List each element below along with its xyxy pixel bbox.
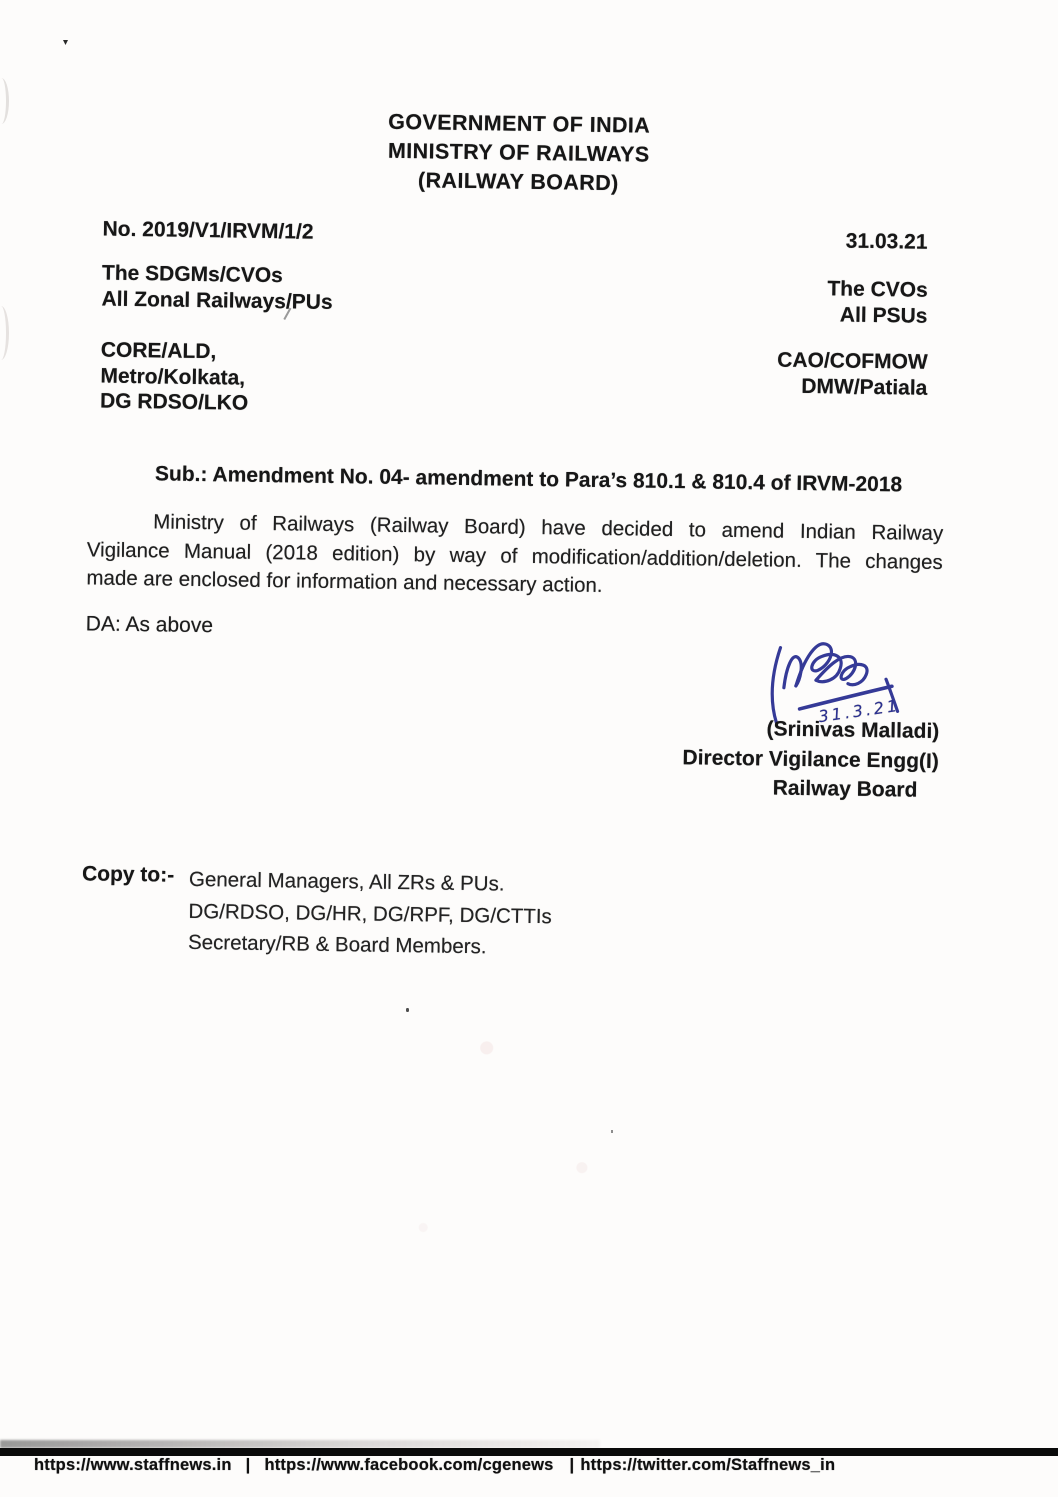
footer-link-staffnews: https://www.staffnews.in — [34, 1456, 232, 1474]
subject-line: Sub.: Amendment No. 04- amendment to Para’s 810.1 & 810.4 of IRVM-2018 — [154, 462, 903, 497]
org-country-line: GOVERNMENT OF INDIA — [388, 109, 651, 138]
footer-divider-bar — [0, 1448, 1058, 1456]
scan-smudge — [0, 1440, 600, 1448]
addressee-right-block2 — [777, 348, 928, 401]
body-line: Vigilance Manual (2018 edition) by way of modification/addition/deletion. The changes — [86, 537, 943, 574]
copy-to-line: General Managers, All ZRs & PUs. — [188, 867, 505, 896]
signatory-organization: Railway Board — [772, 776, 918, 802]
addressee-line: The SDGMs/CVOs — [101, 261, 283, 288]
body-paragraph — [86, 507, 943, 605]
addressee-left-block1 — [101, 261, 333, 315]
letterhead — [0, 102, 1040, 204]
org-board-line: (RAILWAY BOARD) — [417, 168, 619, 196]
copy-to-line: Secretary/RB & Board Members. — [187, 930, 487, 959]
addressee-right-block1 — [827, 276, 928, 328]
signature-handwritten-date: 31.3.21 — [817, 695, 902, 727]
addressee-line: DG RDSO/LKO — [99, 389, 249, 415]
org-ministry-line: MINISTRY OF RAILWAYS — [387, 138, 650, 167]
signatory-block — [682, 713, 940, 805]
addressee-line: CORE/ALD, — [100, 338, 217, 364]
addressee-line: All Zonal Railways/PUs — [101, 287, 333, 314]
footer-separator: | — [569, 1456, 575, 1474]
addressee-line: DMW/Patiala — [801, 374, 928, 400]
enclosure-note: DA: As above — [85, 612, 214, 638]
body-line: made are enclosed for information and necessary action. — [86, 566, 603, 598]
footer-link-twitter: https://twitter.com/Staffnews_in — [580, 1456, 836, 1474]
reference-number: No. 2019/V1/IRVM/1/2 — [102, 217, 314, 244]
addressee-line: All PSUs — [839, 302, 928, 328]
body-line: Ministry of Railways (Railway Board) have decided to amend Indian Railway — [153, 510, 944, 546]
addressee-line: CAO/COFMOW — [777, 348, 928, 374]
signatory-name: (Srinivas Malladi) — [766, 717, 940, 744]
copy-to-line: DG/RDSO, DG/HR, DG/RPF, DG/CTTIs — [188, 899, 552, 928]
addressee-line: Metro/Kolkata, — [100, 364, 246, 390]
footer-separator: | — [245, 1456, 251, 1474]
footer-links — [34, 1456, 835, 1475]
addressee-line: The CVOs — [827, 277, 928, 302]
copy-to-label: Copy to:- — [81, 862, 175, 887]
footer-link-facebook: https://www.facebook.com/cgenews — [264, 1456, 554, 1474]
copy-to-list — [188, 864, 553, 964]
addressee-left-block2 — [100, 338, 249, 417]
signatory-designation: Director Vigilance Engg(I) — [682, 745, 939, 773]
letter-date: 31.03.21 — [845, 229, 928, 254]
